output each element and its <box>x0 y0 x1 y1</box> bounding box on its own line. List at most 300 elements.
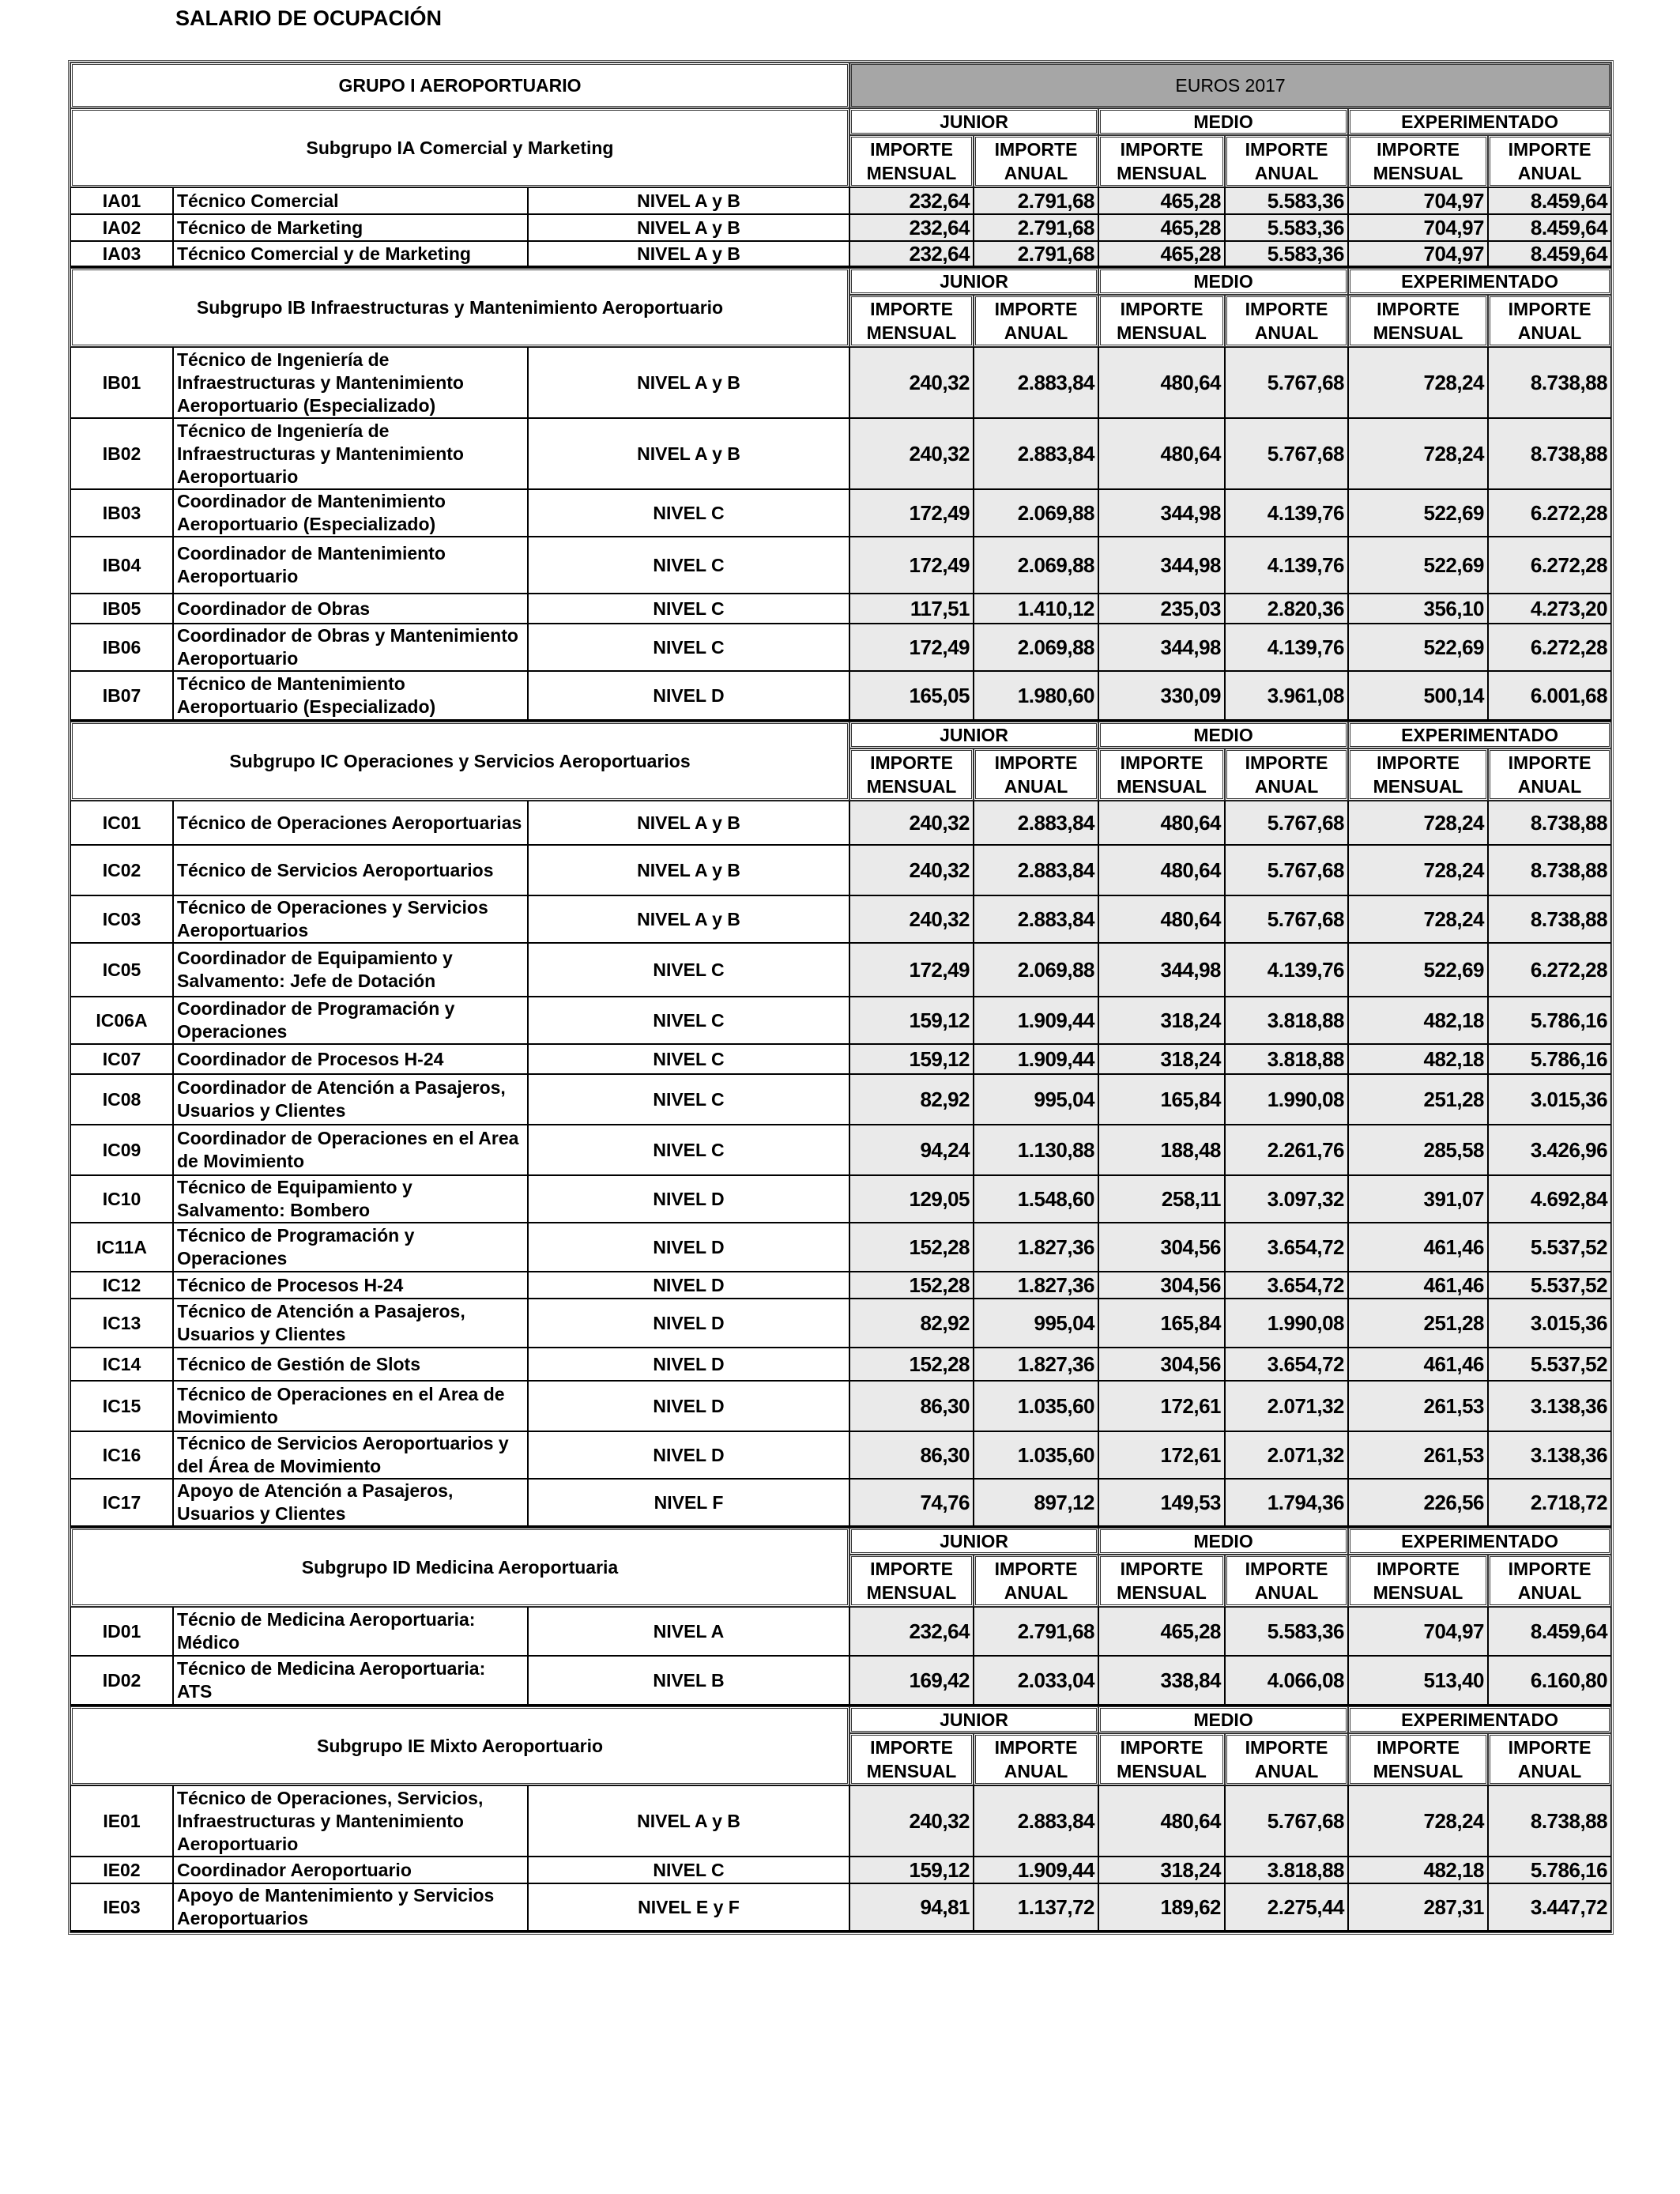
job-level: NIVEL D <box>528 1272 849 1299</box>
table-row <box>70 347 1611 418</box>
job-code: IC16 <box>70 1431 173 1479</box>
value-experimentado-mensual: 261,53 <box>1348 1431 1488 1479</box>
column-header-line: IMPORTE <box>1120 1559 1203 1579</box>
value-experimentado-anual: 3.447,72 <box>1488 1883 1611 1932</box>
column-header-line: MENSUAL <box>1117 1761 1207 1781</box>
job-code: IB06 <box>70 624 173 671</box>
value-experimentado-anual: 3.138,36 <box>1488 1431 1611 1479</box>
value-medio-mensual: 304,56 <box>1098 1272 1225 1299</box>
job-code: IE02 <box>70 1857 173 1883</box>
value-junior-anual: 2.883,84 <box>974 845 1098 895</box>
table-row <box>70 1074 1611 1125</box>
value-experimentado-mensual: 704,97 <box>1348 1607 1488 1656</box>
value-junior-anual: 1.137,72 <box>974 1883 1098 1932</box>
column-header-importe-mensual <box>1348 135 1488 187</box>
value-junior-mensual: 240,32 <box>849 347 974 418</box>
table-row <box>70 801 1611 845</box>
job-level: NIVEL C <box>528 594 849 624</box>
column-header-line: IMPORTE <box>1245 1559 1328 1579</box>
value-experimentado-anual: 5.537,52 <box>1488 1223 1611 1272</box>
job-code: IC02 <box>70 845 173 895</box>
value-junior-mensual: 172,49 <box>849 624 974 671</box>
value-junior-mensual: 86,30 <box>849 1431 974 1479</box>
column-header-importe-anual <box>974 135 1098 187</box>
value-medio-anual: 1.990,08 <box>1225 1074 1348 1125</box>
column-header-line: MENSUAL <box>1373 1582 1463 1603</box>
value-experimentado-anual: 3.138,36 <box>1488 1381 1611 1431</box>
value-junior-mensual: 240,32 <box>849 845 974 895</box>
table-row <box>70 1883 1611 1932</box>
column-header-line: MENSUAL <box>866 776 957 797</box>
column-header-importe-anual <box>1488 1555 1611 1607</box>
value-experimentado-anual: 6.272,28 <box>1488 943 1611 997</box>
job-level: NIVEL D <box>528 1223 849 1272</box>
column-header-line: IMPORTE <box>1377 1559 1460 1579</box>
value-experimentado-anual: 8.459,64 <box>1488 1607 1611 1656</box>
value-junior-mensual: 240,32 <box>849 801 974 845</box>
job-level: NIVEL C <box>528 1857 849 1883</box>
value-junior-mensual: 232,64 <box>849 214 974 241</box>
job-level: NIVEL D <box>528 1348 849 1381</box>
value-junior-anual: 1.410,12 <box>974 594 1098 624</box>
value-experimentado-anual: 8.459,64 <box>1488 187 1611 214</box>
level-header-experimentado: EXPERIMENTADO <box>1348 1528 1611 1555</box>
job-level: NIVEL D <box>528 671 849 722</box>
value-medio-anual: 5.583,36 <box>1225 1607 1348 1656</box>
level-header-experimentado: EXPERIMENTADO <box>1348 268 1611 295</box>
value-junior-mensual: 152,28 <box>849 1223 974 1272</box>
table-row <box>70 895 1611 943</box>
column-header-importe-mensual <box>849 1733 974 1785</box>
value-junior-anual: 995,04 <box>974 1074 1098 1125</box>
value-junior-anual: 1.548,60 <box>974 1175 1098 1223</box>
value-junior-mensual: 129,05 <box>849 1175 974 1223</box>
job-level: NIVEL E y F <box>528 1883 849 1932</box>
value-experimentado-mensual: 251,28 <box>1348 1299 1488 1348</box>
job-title: Técnico de Gestión de Slots <box>173 1348 528 1381</box>
job-title: Coordinador de Procesos H-24 <box>173 1044 528 1074</box>
column-header-line: MENSUAL <box>1117 1582 1207 1603</box>
value-junior-anual: 1.909,44 <box>974 1044 1098 1074</box>
table-row <box>70 1381 1611 1431</box>
value-experimentado-mensual: 728,24 <box>1348 1785 1488 1857</box>
job-title: Técnico Comercial y de Marketing <box>173 241 528 268</box>
table-row <box>70 214 1611 241</box>
value-medio-mensual: 235,03 <box>1098 594 1225 624</box>
job-title: Técnico de Ingeniería de Infraestructuras y Mantenimiento Aeroportuario (Especializado) <box>173 347 528 418</box>
job-code: IC08 <box>70 1074 173 1125</box>
value-medio-mensual: 480,64 <box>1098 1785 1225 1857</box>
table-row <box>70 845 1611 895</box>
job-code: IA01 <box>70 187 173 214</box>
job-code: IC06A <box>70 997 173 1044</box>
value-junior-mensual: 94,24 <box>849 1125 974 1175</box>
value-medio-anual: 1.794,36 <box>1225 1479 1348 1528</box>
job-title: Técnico de Medicina Aeroportuaria: ATS <box>173 1656 528 1706</box>
job-title: Técnico de Servicios Aeroportuarios y del Área de Movimiento <box>173 1431 528 1479</box>
table-row <box>70 489 1611 537</box>
column-header-importe-mensual <box>1098 748 1225 801</box>
value-experimentado-anual: 6.272,28 <box>1488 489 1611 537</box>
column-header-line: IMPORTE <box>1508 299 1591 319</box>
column-header-line: ANUAL <box>1004 163 1068 183</box>
value-experimentado-anual: 6.272,28 <box>1488 537 1611 594</box>
column-header-line: ANUAL <box>1517 1582 1582 1603</box>
value-experimentado-mensual: 728,24 <box>1348 845 1488 895</box>
value-junior-mensual: 232,64 <box>849 241 974 268</box>
value-junior-anual: 2.069,88 <box>974 943 1098 997</box>
value-junior-anual: 2.883,84 <box>974 801 1098 845</box>
value-medio-anual: 5.583,36 <box>1225 187 1348 214</box>
job-code: IB02 <box>70 418 173 489</box>
value-experimentado-mensual: 482,18 <box>1348 997 1488 1044</box>
column-header-line: MENSUAL <box>1117 776 1207 797</box>
value-junior-anual: 1.827,36 <box>974 1348 1098 1381</box>
value-experimentado-anual: 8.459,64 <box>1488 241 1611 268</box>
value-junior-mensual: 94,81 <box>849 1883 974 1932</box>
level-header-experimentado: EXPERIMENTADO <box>1348 1706 1611 1733</box>
value-junior-anual: 1.035,60 <box>974 1381 1098 1431</box>
level-header-junior: JUNIOR <box>849 268 1098 295</box>
value-junior-anual: 2.791,68 <box>974 187 1098 214</box>
value-experimentado-mensual: 461,46 <box>1348 1223 1488 1272</box>
value-junior-anual: 995,04 <box>974 1299 1098 1348</box>
level-header-junior: JUNIOR <box>849 1706 1098 1733</box>
value-junior-mensual: 240,32 <box>849 895 974 943</box>
column-header-line: MENSUAL <box>1373 163 1463 183</box>
value-medio-anual: 4.139,76 <box>1225 943 1348 997</box>
group-header-row <box>70 62 1611 108</box>
subgroup-level-header-row <box>70 1706 1611 1733</box>
value-experimentado-mensual: 522,69 <box>1348 943 1488 997</box>
job-level: NIVEL A y B <box>528 801 849 845</box>
job-title: Técnico de Operaciones Aeroportuarias <box>173 801 528 845</box>
value-experimentado-mensual: 704,97 <box>1348 214 1488 241</box>
column-header-line: ANUAL <box>1254 1761 1319 1781</box>
level-header-junior: JUNIOR <box>849 108 1098 135</box>
job-title: Técnio de Medicina Aeroportuaria: Médico <box>173 1607 528 1656</box>
table-row <box>70 997 1611 1044</box>
value-junior-mensual: 159,12 <box>849 1044 974 1074</box>
column-header-line: IMPORTE <box>994 752 1078 773</box>
value-experimentado-mensual: 704,97 <box>1348 187 1488 214</box>
table-row <box>70 1299 1611 1348</box>
column-header-line: IMPORTE <box>870 752 953 773</box>
value-junior-mensual: 159,12 <box>849 1857 974 1883</box>
column-header-importe-anual <box>1225 295 1348 347</box>
value-medio-mensual: 149,53 <box>1098 1479 1225 1528</box>
table-row <box>70 1125 1611 1175</box>
job-title: Técnico de Procesos H-24 <box>173 1272 528 1299</box>
column-header-line: IMPORTE <box>1508 139 1591 160</box>
value-junior-mensual: 172,49 <box>849 943 974 997</box>
job-level: NIVEL A <box>528 1607 849 1656</box>
job-level: NIVEL A y B <box>528 241 849 268</box>
table-row <box>70 1479 1611 1528</box>
value-medio-mensual: 480,64 <box>1098 418 1225 489</box>
column-header-line: MENSUAL <box>1373 1761 1463 1781</box>
job-title: Apoyo de Atención a Pasajeros, Usuarios y Clientes <box>173 1479 528 1528</box>
subgroup-level-header-row <box>70 722 1611 748</box>
value-junior-mensual: 172,49 <box>849 537 974 594</box>
job-code: IC05 <box>70 943 173 997</box>
value-experimentado-anual: 3.015,36 <box>1488 1299 1611 1348</box>
value-medio-anual: 2.261,76 <box>1225 1125 1348 1175</box>
job-level: NIVEL C <box>528 537 849 594</box>
column-header-line: ANUAL <box>1004 1761 1068 1781</box>
value-medio-mensual: 172,61 <box>1098 1381 1225 1431</box>
level-header-junior: JUNIOR <box>849 722 1098 748</box>
column-header-line: IMPORTE <box>1508 752 1591 773</box>
job-level: NIVEL C <box>528 1074 849 1125</box>
column-header-line: IMPORTE <box>1245 1737 1328 1758</box>
value-medio-mensual: 465,28 <box>1098 241 1225 268</box>
column-header-line: IMPORTE <box>994 299 1078 319</box>
job-level: NIVEL D <box>528 1299 849 1348</box>
value-experimentado-anual: 8.459,64 <box>1488 214 1611 241</box>
value-medio-anual: 3.654,72 <box>1225 1223 1348 1272</box>
value-medio-mensual: 338,84 <box>1098 1656 1225 1706</box>
job-code: IA03 <box>70 241 173 268</box>
job-code: IC11A <box>70 1223 173 1272</box>
column-header-line: IMPORTE <box>1377 1737 1460 1758</box>
value-experimentado-mensual: 261,53 <box>1348 1381 1488 1431</box>
value-medio-anual: 3.961,08 <box>1225 671 1348 722</box>
table-row <box>70 943 1611 997</box>
value-experimentado-anual: 5.786,16 <box>1488 997 1611 1044</box>
value-experimentado-anual: 8.738,88 <box>1488 895 1611 943</box>
level-header-medio: MEDIO <box>1098 1706 1348 1733</box>
column-header-line: IMPORTE <box>870 1559 953 1579</box>
table-row <box>70 1656 1611 1706</box>
level-header-medio: MEDIO <box>1098 1528 1348 1555</box>
value-experimentado-anual: 8.738,88 <box>1488 418 1611 489</box>
job-level: NIVEL C <box>528 489 849 537</box>
value-junior-anual: 2.069,88 <box>974 537 1098 594</box>
column-header-line: MENSUAL <box>1373 322 1463 343</box>
value-junior-anual: 1.909,44 <box>974 1857 1098 1883</box>
level-header-experimentado: EXPERIMENTADO <box>1348 108 1611 135</box>
job-title: Técnico de Mantenimiento Aeroportuario (Especializado) <box>173 671 528 722</box>
value-medio-anual: 1.990,08 <box>1225 1299 1348 1348</box>
column-header-importe-mensual <box>1098 1733 1225 1785</box>
job-title: Coordinador Aeroportuario <box>173 1857 528 1883</box>
value-junior-anual: 2.883,84 <box>974 1785 1098 1857</box>
page-title: SALARIO DE OCUPACIÓN <box>175 6 443 30</box>
column-header-importe-mensual <box>1348 1555 1488 1607</box>
job-level: NIVEL C <box>528 943 849 997</box>
job-code: IC01 <box>70 801 173 845</box>
value-junior-anual: 1.980,60 <box>974 671 1098 722</box>
value-medio-mensual: 344,98 <box>1098 489 1225 537</box>
column-header-line: IMPORTE <box>870 299 953 319</box>
value-experimentado-anual: 8.738,88 <box>1488 801 1611 845</box>
job-level: NIVEL A y B <box>528 187 849 214</box>
column-header-line: ANUAL <box>1517 322 1582 343</box>
value-medio-anual: 2.071,32 <box>1225 1431 1348 1479</box>
column-header-line: IMPORTE <box>870 1737 953 1758</box>
column-header-importe-mensual <box>1348 1733 1488 1785</box>
salary-table <box>70 62 1611 1932</box>
job-code: IB03 <box>70 489 173 537</box>
job-level: NIVEL C <box>528 997 849 1044</box>
column-header-line: ANUAL <box>1254 163 1319 183</box>
table-row <box>70 187 1611 214</box>
table-row <box>70 537 1611 594</box>
job-code: IE01 <box>70 1785 173 1857</box>
value-medio-mensual: 304,56 <box>1098 1223 1225 1272</box>
subgroup-level-header-row <box>70 108 1611 135</box>
value-junior-mensual: 232,64 <box>849 1607 974 1656</box>
value-junior-anual: 1.130,88 <box>974 1125 1098 1175</box>
value-medio-mensual: 344,98 <box>1098 624 1225 671</box>
table-row <box>70 418 1611 489</box>
column-header-line: ANUAL <box>1004 776 1068 797</box>
column-header-line: ANUAL <box>1004 1582 1068 1603</box>
salary-table-container <box>68 60 1614 1935</box>
value-experimentado-anual: 6.272,28 <box>1488 624 1611 671</box>
value-experimentado-anual: 2.718,72 <box>1488 1479 1611 1528</box>
value-experimentado-mensual: 728,24 <box>1348 347 1488 418</box>
column-header-line: IMPORTE <box>1245 299 1328 319</box>
value-medio-anual: 4.139,76 <box>1225 537 1348 594</box>
job-code: IC10 <box>70 1175 173 1223</box>
group-title: GRUPO I AEROPORTUARIO <box>70 62 849 108</box>
value-medio-mensual: 480,64 <box>1098 845 1225 895</box>
column-header-line: IMPORTE <box>1120 139 1203 160</box>
job-level: NIVEL C <box>528 1125 849 1175</box>
column-header-line: ANUAL <box>1517 1761 1582 1781</box>
value-medio-mensual: 330,09 <box>1098 671 1225 722</box>
subgroup-level-header-row <box>70 1528 1611 1555</box>
value-medio-mensual: 188,48 <box>1098 1125 1225 1175</box>
job-level: NIVEL A y B <box>528 347 849 418</box>
level-header-experimentado: EXPERIMENTADO <box>1348 722 1611 748</box>
value-junior-mensual: 165,05 <box>849 671 974 722</box>
value-medio-mensual: 480,64 <box>1098 801 1225 845</box>
value-medio-mensual: 189,62 <box>1098 1883 1225 1932</box>
value-junior-anual: 2.791,68 <box>974 214 1098 241</box>
value-medio-anual: 2.275,44 <box>1225 1883 1348 1932</box>
job-level: NIVEL A y B <box>528 214 849 241</box>
column-header-line: IMPORTE <box>1508 1559 1591 1579</box>
value-junior-mensual: 86,30 <box>849 1381 974 1431</box>
value-experimentado-anual: 3.426,96 <box>1488 1125 1611 1175</box>
subgroup-level-header-row <box>70 268 1611 295</box>
value-experimentado-anual: 8.738,88 <box>1488 347 1611 418</box>
job-title: Técnico de Operaciones, Servicios, Infraestructuras y Mantenimiento Aeroportuario <box>173 1785 528 1857</box>
job-title: Técnico de Programación y Operaciones <box>173 1223 528 1272</box>
value-medio-mensual: 465,28 <box>1098 1607 1225 1656</box>
column-header-importe-anual <box>1225 1733 1348 1785</box>
column-header-line: IMPORTE <box>870 139 953 160</box>
value-experimentado-anual: 5.537,52 <box>1488 1272 1611 1299</box>
job-title: Apoyo de Mantenimiento y Servicios Aeroportuarios <box>173 1883 528 1932</box>
value-medio-mensual: 344,98 <box>1098 943 1225 997</box>
value-junior-anual: 2.883,84 <box>974 347 1098 418</box>
value-junior-anual: 2.791,68 <box>974 1607 1098 1656</box>
value-experimentado-anual: 8.738,88 <box>1488 845 1611 895</box>
table-row <box>70 1348 1611 1381</box>
column-header-line: MENSUAL <box>866 163 957 183</box>
job-title: Coordinador de Obras y Mantenimiento Aeroportuario <box>173 624 528 671</box>
job-code: IA02 <box>70 214 173 241</box>
job-title: Coordinador de Atención a Pasajeros, Usuarios y Clientes <box>173 1074 528 1125</box>
value-junior-anual: 2.883,84 <box>974 895 1098 943</box>
value-medio-anual: 2.071,32 <box>1225 1381 1348 1431</box>
job-title: Técnico Comercial <box>173 187 528 214</box>
value-medio-mensual: 258,11 <box>1098 1175 1225 1223</box>
value-medio-anual: 3.818,88 <box>1225 1857 1348 1883</box>
value-experimentado-anual: 3.015,36 <box>1488 1074 1611 1125</box>
job-title: Técnico de Equipamiento y Salvamento: Bombero <box>173 1175 528 1223</box>
column-header-line: ANUAL <box>1254 776 1319 797</box>
table-row <box>70 1431 1611 1479</box>
value-medio-mensual: 344,98 <box>1098 537 1225 594</box>
job-code: IC14 <box>70 1348 173 1381</box>
table-row <box>70 1785 1611 1857</box>
value-medio-anual: 5.583,36 <box>1225 214 1348 241</box>
level-header-medio: MEDIO <box>1098 108 1348 135</box>
value-junior-mensual: 152,28 <box>849 1348 974 1381</box>
value-junior-mensual: 82,92 <box>849 1299 974 1348</box>
job-level: NIVEL A y B <box>528 895 849 943</box>
job-title: Coordinador de Obras <box>173 594 528 624</box>
value-junior-anual: 2.033,04 <box>974 1656 1098 1706</box>
level-header-medio: MEDIO <box>1098 268 1348 295</box>
value-medio-anual: 4.139,76 <box>1225 624 1348 671</box>
value-medio-mensual: 465,28 <box>1098 187 1225 214</box>
column-header-importe-anual <box>974 748 1098 801</box>
value-experimentado-anual: 6.001,68 <box>1488 671 1611 722</box>
value-experimentado-mensual: 522,69 <box>1348 624 1488 671</box>
table-row <box>70 1607 1611 1656</box>
value-medio-anual: 5.767,68 <box>1225 845 1348 895</box>
value-experimentado-mensual: 226,56 <box>1348 1479 1488 1528</box>
value-medio-mensual: 480,64 <box>1098 347 1225 418</box>
table-row <box>70 1175 1611 1223</box>
value-experimentado-mensual: 482,18 <box>1348 1857 1488 1883</box>
column-header-importe-anual <box>1488 1733 1611 1785</box>
column-header-importe-anual <box>1225 748 1348 801</box>
value-experimentado-anual: 5.537,52 <box>1488 1348 1611 1381</box>
value-medio-mensual: 165,84 <box>1098 1074 1225 1125</box>
column-header-importe-mensual <box>1098 295 1225 347</box>
value-medio-mensual: 172,61 <box>1098 1431 1225 1479</box>
value-experimentado-mensual: 522,69 <box>1348 537 1488 594</box>
value-medio-mensual: 318,24 <box>1098 1044 1225 1074</box>
job-code: IB07 <box>70 671 173 722</box>
job-title: Técnico de Operaciones y Servicios Aeroportuarios <box>173 895 528 943</box>
value-medio-anual: 3.818,88 <box>1225 1044 1348 1074</box>
column-header-line: IMPORTE <box>1120 1737 1203 1758</box>
value-experimentado-mensual: 391,07 <box>1348 1175 1488 1223</box>
column-header-importe-anual <box>1225 1555 1348 1607</box>
job-level: NIVEL A y B <box>528 418 849 489</box>
column-header-line: ANUAL <box>1517 776 1582 797</box>
column-header-importe-mensual <box>849 748 974 801</box>
salary-table-body <box>70 62 1611 1932</box>
column-header-line: ANUAL <box>1254 1582 1319 1603</box>
value-junior-anual: 897,12 <box>974 1479 1098 1528</box>
table-row <box>70 1044 1611 1074</box>
table-row <box>70 1857 1611 1883</box>
column-header-line: ANUAL <box>1517 163 1582 183</box>
value-junior-anual: 2.791,68 <box>974 241 1098 268</box>
column-header-line: MENSUAL <box>1117 322 1207 343</box>
job-code: IC12 <box>70 1272 173 1299</box>
level-header-medio: MEDIO <box>1098 722 1348 748</box>
